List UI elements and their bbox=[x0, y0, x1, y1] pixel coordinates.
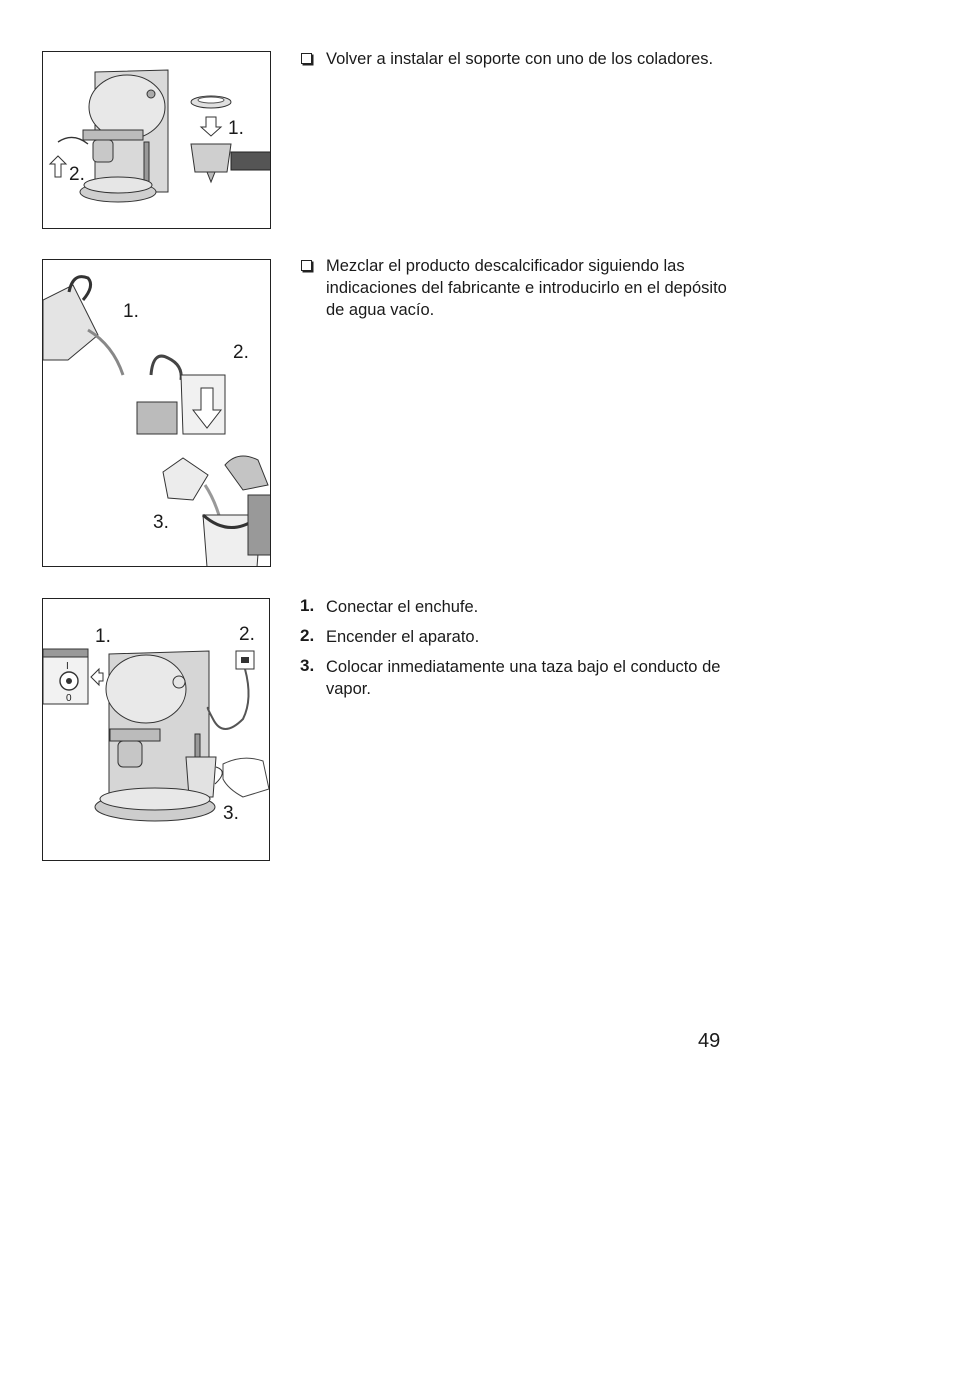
steps-list bbox=[300, 596, 730, 708]
descaler-illustration bbox=[43, 260, 271, 567]
instruction-text: Volver a instalar el soporte con uno de los coladores. bbox=[326, 50, 714, 68]
step-number: 1. bbox=[300, 596, 315, 615]
figure-label-1: 1. bbox=[228, 118, 244, 139]
figure-label-2: 1. bbox=[95, 626, 111, 647]
instruction-text: Mezclar el producto descalcificador siguiendo las indicaciones del fabricante e introducirlo en el depósito de agua vacío. bbox=[326, 257, 727, 319]
mix-descaler-figure bbox=[42, 259, 271, 567]
figure-label-2: 2. bbox=[69, 164, 85, 185]
figure-label-1: 2. bbox=[239, 624, 255, 645]
power-illustration bbox=[43, 599, 270, 861]
checkbox-icon bbox=[301, 53, 312, 64]
espresso-machine-illustration bbox=[43, 52, 271, 229]
step-item bbox=[300, 596, 730, 618]
instruction-mix-descaler bbox=[300, 255, 730, 321]
step-item bbox=[300, 626, 730, 648]
figure-label-1: 1. bbox=[123, 301, 139, 322]
step-number: 3. bbox=[300, 656, 315, 675]
figure-label-2: 2. bbox=[233, 342, 249, 363]
instruction-reinstall bbox=[300, 48, 730, 70]
step-text: Conectar el enchufe. bbox=[326, 598, 479, 616]
figure-label-3: 3. bbox=[153, 512, 169, 533]
figure-label-3: 3. bbox=[223, 803, 239, 824]
connect-power-figure bbox=[42, 598, 270, 861]
step-text: Encender el aparato. bbox=[326, 628, 480, 646]
page-number: 49 bbox=[698, 1030, 721, 1052]
checkbox-icon bbox=[301, 260, 312, 271]
switch-on-label: I bbox=[66, 661, 69, 672]
step-number: 2. bbox=[300, 626, 315, 645]
step-item bbox=[300, 656, 730, 700]
switch-off-label: 0 bbox=[66, 693, 72, 704]
reinstall-holder-figure bbox=[42, 51, 271, 229]
step-text: Colocar inmediatamente una taza bajo el conducto de vapor. bbox=[326, 658, 721, 698]
